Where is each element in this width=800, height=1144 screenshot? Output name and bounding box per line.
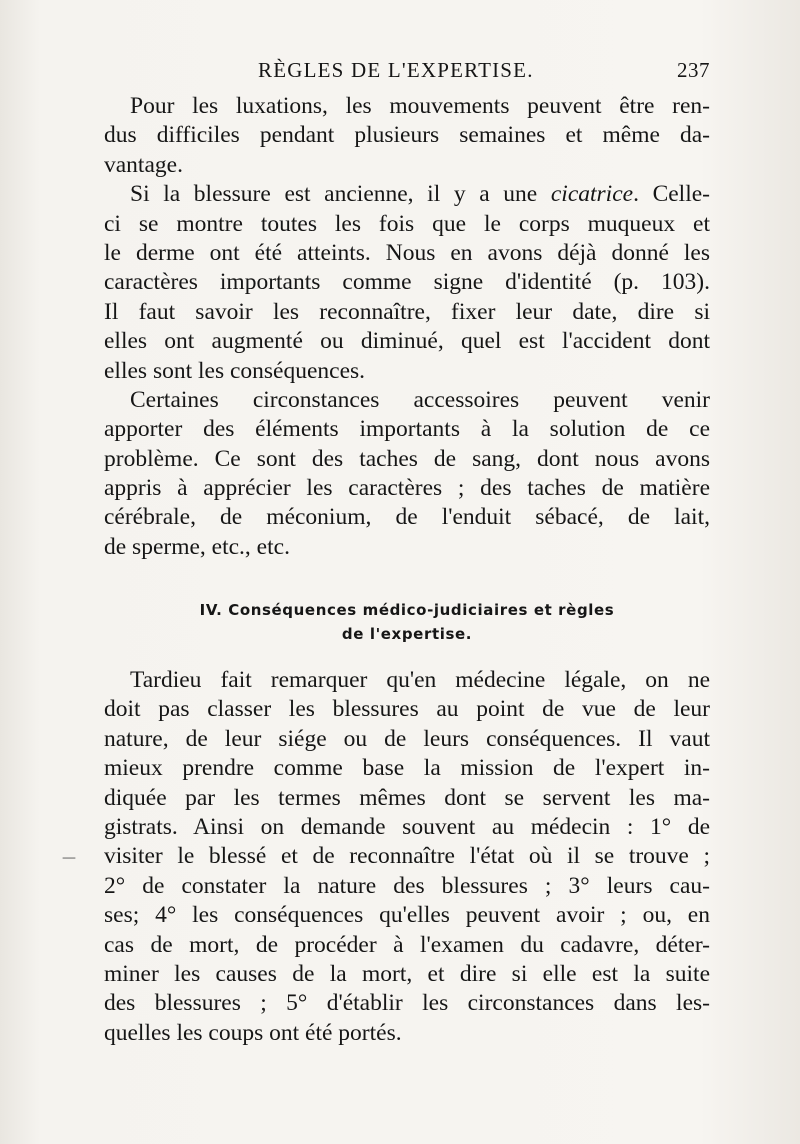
text-line: Tardieu fait remarquer qu'en médecine légale, on ne (130, 667, 710, 693)
text-line: cérébrale, de méconium, de l'enduit sébacé, de lait, (104, 504, 710, 531)
text-line: Si la blessure est ancienne, il y a une cicatrice. Celle- (130, 181, 710, 208)
text-line: de sperme, etc., etc. (104, 533, 290, 560)
text-line: le derme ont été atteints. Nous en avons déjà donné les (104, 239, 710, 266)
text-line: 2° de constater la nature des blessures ; 3° leurs cau- (104, 872, 710, 899)
margin-dash-mark: — (62, 850, 76, 866)
text-line: quelles les coups ont été portés. (104, 1019, 402, 1046)
section-heading-line: de l'expertise. (341, 625, 473, 643)
body-text-upper (104, 92, 710, 562)
section-heading-line: IV. Conséquences médico-judiciaires et règles (199, 601, 615, 619)
text-line: visiter le blessé et de reconnaître l'état où il se trouve ; (104, 843, 710, 870)
section-heading (104, 598, 710, 646)
italic-term: cicatrice (550, 181, 634, 208)
text-line: Pour les luxations, les mouvements peuvent être ren- (130, 93, 710, 119)
page-number: 237 (677, 58, 710, 82)
text-line: caractères importants comme signe d'identité (p. 103). (104, 269, 710, 296)
text-line: appris à apprécier les caractères ; des taches de matière (104, 475, 710, 502)
text-line: ci se montre toutes les fois que le corps muqueux et (104, 210, 710, 237)
text-line: Certaines circonstances accessoires peuvent venir (130, 386, 710, 413)
text-line: Il faut savoir les reconnaître, fixer leur date, dire si (104, 298, 710, 325)
text-line: miner les causes de la mort, et dire si elle est la suite (104, 960, 710, 987)
text-line: doit pas classer les blessures au point de vue de leur (104, 696, 710, 723)
text-line: problème. Ce sont des taches de sang, dont nous avons (104, 445, 710, 472)
text-line: gistrats. Ainsi on demande souvent au médecin : 1° de (104, 813, 710, 840)
text-line: elles ont augmenté ou diminué, quel est l'accident dont (104, 328, 710, 355)
text-line: mieux prendre comme base la mission de l'expert in- (104, 755, 710, 782)
text-line: diquée par les termes mêmes dont se servent les ma- (104, 784, 710, 811)
text-line: cas de mort, de procéder à l'examen du cadavre, déter- (104, 931, 710, 958)
text-line: ses; 4° les conséquences qu'elles peuvent avoir ; ou, en (104, 902, 710, 929)
running-title: RÈGLES DE L'EXPERTISE. (258, 58, 534, 82)
text-line: nature, de leur siége ou de leurs conséquences. Il vaut (104, 725, 710, 752)
text-line: apporter des éléments importants à la solution de ce (104, 416, 710, 443)
text-line: dus difficiles pendant plusieurs semaines et même da- (104, 122, 710, 149)
text-line: vantage. (104, 151, 183, 178)
running-header (104, 58, 710, 88)
body-text-lower (104, 666, 710, 1048)
text-line: elles sont les conséquences. (104, 357, 366, 384)
text-line: des blessures ; 5° d'établir les circonstances dans les- (104, 990, 710, 1017)
